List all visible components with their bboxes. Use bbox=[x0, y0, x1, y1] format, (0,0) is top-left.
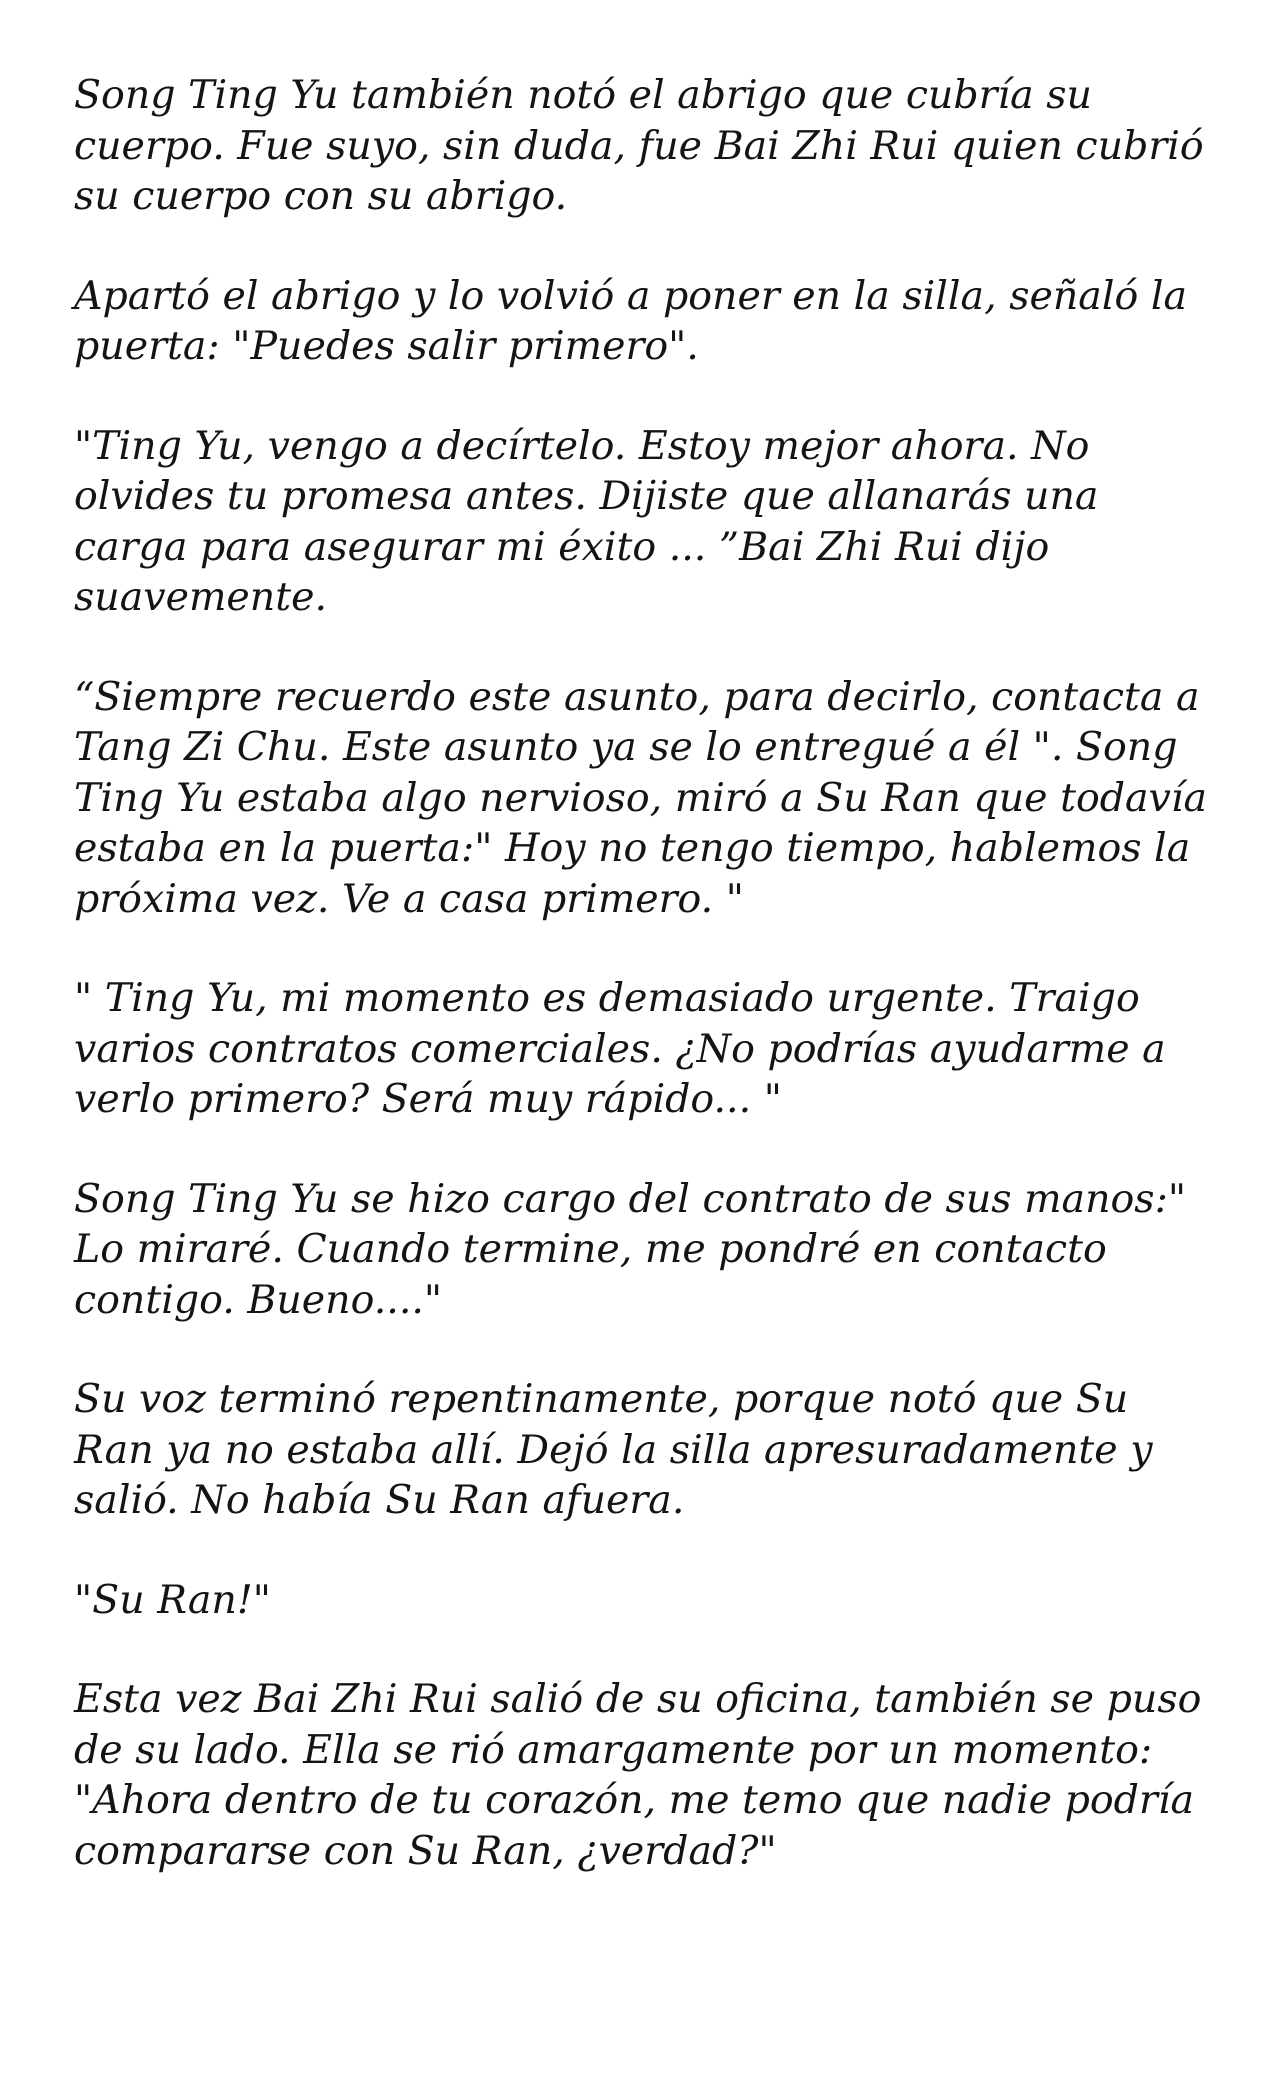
paragraph-4: “Siempre recuerdo este asunto, para decirlo, contacta a Tang Zi Chu. Este asunto ya se lo entregué a él ". Song Ting Yu estaba algo nervioso, miró a Su Ran que todavía estaba en la puerta:" Hoy no tengo tiempo, hablemos la próxima vez. Ve a casa primero. " bbox=[74, 673, 1208, 922]
paragraph-7: Su voz terminó repentinamente, porque notó que Su Ran ya no estaba allí. Dejó la silla apresuradamente y salió. No había Su Ran afuera. bbox=[74, 1376, 1153, 1523]
paragraph-8: "Su Ran!" bbox=[74, 1576, 271, 1623]
paragraph-9: Esta vez Bai Zhi Rui salió de su oficina, también se puso de su lado. Ella se rió amargamente por un momento: "Ahora dentro de tu corazón, me temo que nadie podría compararse con Su Ran, ¿verdad?" bbox=[74, 1676, 1202, 1874]
paragraph-5: " Ting Yu, mi momento es demasiado urgente. Traigo varios contratos comerciales. ¿No podrías ayudarme a verlo primero? Será muy rápido... " bbox=[74, 975, 1166, 1122]
paragraph-2: Apartó el abrigo y lo volvió a poner en la silla, señaló la puerta: "Puedes salir primero". bbox=[74, 272, 1188, 369]
paragraph-6: Song Ting Yu se hizo cargo del contrato de sus manos:" Lo miraré. Cuando termine, me pondré en contacto contigo. Bueno...." bbox=[74, 1175, 1187, 1323]
paragraph-3: "Ting Yu, vengo a decírtelo. Estoy mejor ahora. No olvides tu promesa antes. Dijiste que allanarás una carga para asegurar mi éxito ... ”Bai Zhi Rui dijo suavemente. bbox=[74, 422, 1099, 620]
paragraph-1: Song Ting Yu también notó el abrigo que cubría su cuerpo. Fue suyo, sin duda, fue Bai Zhi Rui quien cubrió su cuerpo con su abrigo. bbox=[74, 72, 1204, 219]
